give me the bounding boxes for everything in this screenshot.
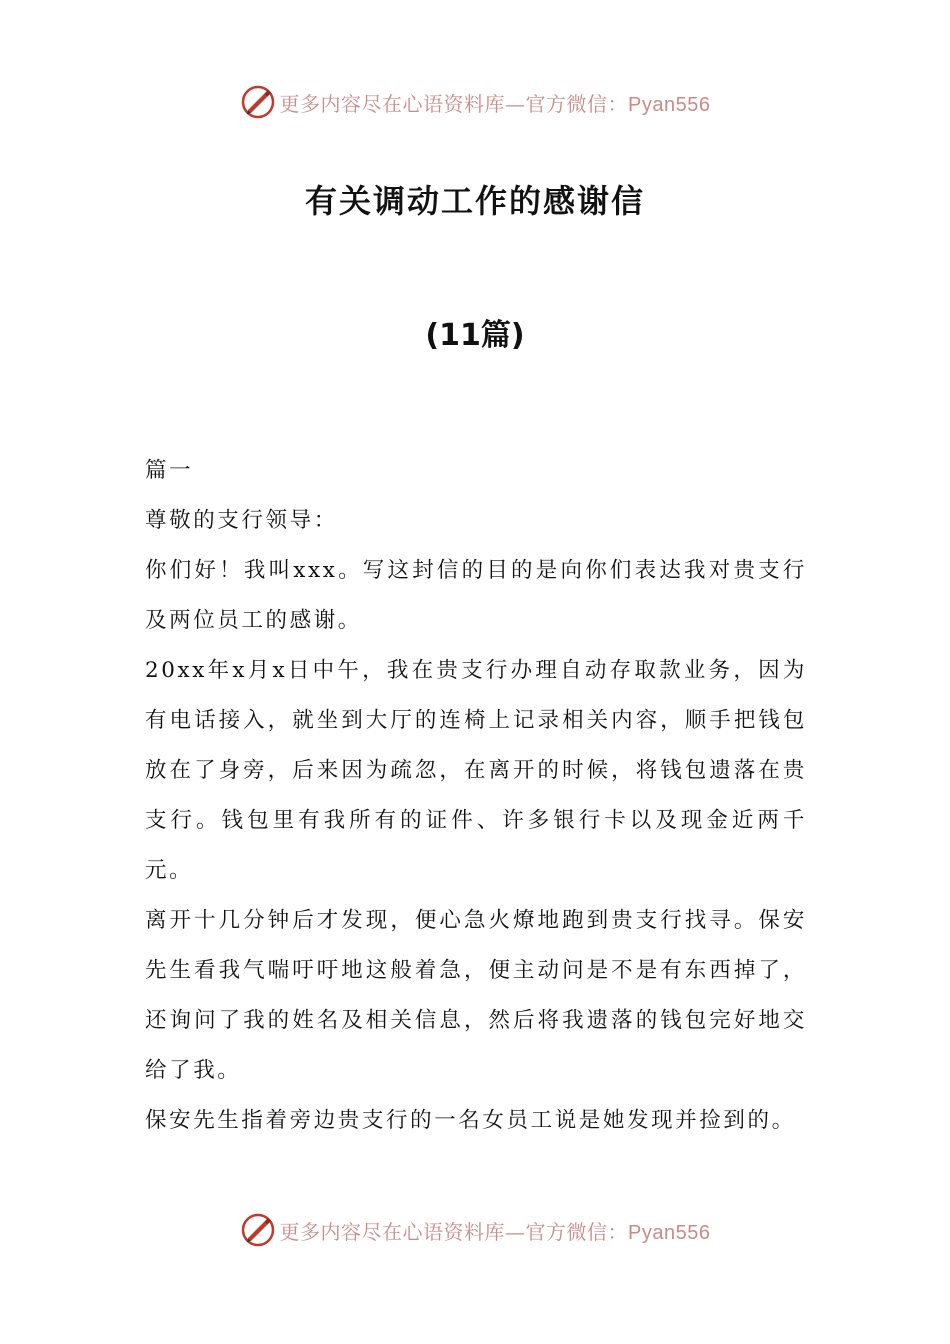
footer-banner-text (280, 1216, 711, 1245)
document-subtitle: (11篇) (425, 318, 525, 353)
document-body (145, 446, 807, 1146)
document-title: 有关调动工作的感谢信 (304, 182, 645, 220)
header-banner-text-cn: 更多内容尽在心语资料库—官方微信： (279, 91, 629, 116)
footer-banner-wechat-id: Pyan556 (628, 1221, 711, 1244)
logo-icon (240, 1212, 276, 1248)
footer-banner (0, 1212, 950, 1248)
paragraph: 20xx年x月x日中午，我在贵支行办理自动存取款业务，因为有电话接入，就坐到大厅的连椅上记录相关内容，顺手把钱包放在了身旁，后来因为疏忽，在离开的时候，将钱包遗落在贵支行。钱包里有我所有的证件、许多银行卡以及现金近两千元。 (145, 658, 807, 883)
footer-banner-text-cn: 更多内容尽在心语资料库—官方微信： (279, 1219, 629, 1244)
header-banner-text (280, 88, 711, 117)
header-banner (0, 84, 950, 120)
logo-icon (240, 84, 276, 120)
paragraph: 离开十几分钟后才发现，便心急火燎地跑到贵支行找寻。保安先生看我气喘吁吁地这般着急，便主动问是不是有东西掉了，还询问了我的姓名及相关信息，然后将我遗落的钱包完好地交给了我。 (145, 908, 807, 1083)
paragraph: 保安先生指着旁边贵支行的一名女员工说是她发现并捡到的。 (145, 1108, 796, 1133)
salutation: 尊敬的支行领导： (145, 508, 338, 533)
section-heading: 篇一 (145, 458, 194, 483)
paragraph: 你们好！我叫xxx。写这封信的目的是向你们表达我对贵支行及两位员工的感谢。 (145, 558, 807, 633)
header-banner-wechat-id: Pyan556 (628, 93, 711, 116)
